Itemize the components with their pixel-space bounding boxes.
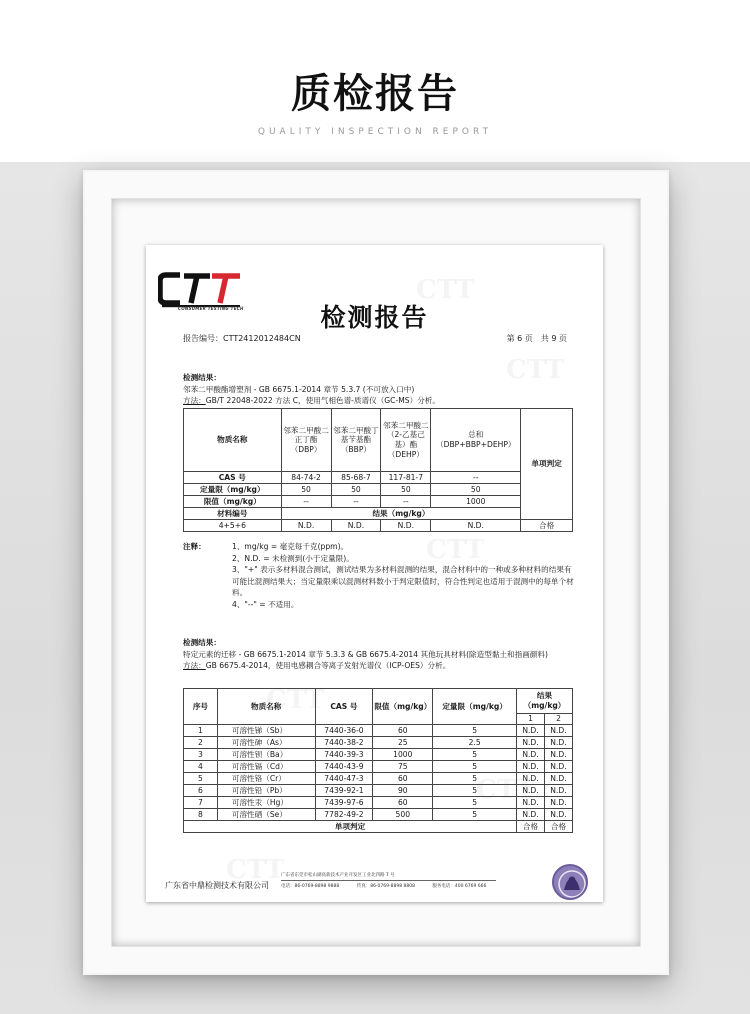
cell: 50 (431, 484, 521, 496)
cell-loq: 2.5 (433, 737, 517, 749)
note-item: 3、"+" 表示多材料混合测试，测试结果为多材料混测的结果，混合材料中的一种或多种材料的结果有可能比混测结果大；当定量限乘以混测材料数小于判定限值时，符合性判定也适用于混测中的每单个材料。 (232, 565, 574, 598)
cell: 84-74-2 (281, 472, 331, 484)
col-result-2: 2 (544, 714, 572, 725)
cell-no: 3 (184, 749, 218, 761)
cell-no: 6 (184, 785, 218, 797)
cell-name: 可溶性钡（Ba） (217, 749, 315, 761)
table-row (184, 725, 573, 737)
cell-no: 4 (184, 761, 218, 773)
cell-limit: 60 (373, 725, 433, 737)
cell-limit: 1000 (373, 749, 433, 761)
cell-r1: N.D. (517, 761, 545, 773)
section-heading: 检测结果： (183, 638, 221, 647)
logo-subtext: CONSUMER TESTING TECH (178, 306, 244, 311)
phthalate-table (183, 408, 573, 532)
cell-name: 可溶性锑（Sb） (217, 725, 315, 737)
cell-limit: 60 (373, 797, 433, 809)
col-loq: 定量限（mg/kg） (433, 689, 517, 725)
section-method: 方法：GB/T 22048-2022 方法 C，使用气相色谱-质谱仪（GC-MS）分析。 (183, 396, 440, 405)
company-address (281, 872, 486, 891)
section-heading: 检测结果： (183, 373, 221, 382)
material-label: 材料编号 (184, 508, 282, 520)
cell-loq: 5 (433, 725, 517, 737)
cell-no: 5 (184, 773, 218, 785)
cell: -- (331, 496, 381, 508)
report-number: 报告编号：CTT2412012484CN (183, 334, 301, 343)
notes-label: 注释： (183, 542, 206, 551)
cell-loq: 5 (433, 809, 517, 821)
table-row (184, 749, 573, 761)
cell-no: 8 (184, 809, 218, 821)
table-row (184, 809, 573, 821)
section-test-item: 邻苯二甲酸酯增塑剂 - GB 6675.1-2014 章节 5.3.7 (不可放入口中) (183, 384, 415, 394)
col-limit: 限值（mg/kg） (373, 689, 433, 725)
phone-text: 电话：86-0769-8898 9888 (281, 884, 340, 889)
cell-limit: 500 (373, 809, 433, 821)
col-substance: 物质名称 (184, 409, 282, 472)
cell: 117-81-7 (381, 472, 431, 484)
note-item: 1、mg/kg = 毫克每千克(ppm)。 (232, 542, 349, 551)
note-item: 4、"--" = 不适用。 (232, 599, 299, 609)
cell-r2: N.D. (544, 773, 572, 785)
cell: 50 (381, 484, 431, 496)
col-dehp: 邻苯二甲酸二（2-乙基己基）酯（DEHP） (381, 409, 431, 472)
cell: -- (281, 496, 331, 508)
cell-loq: 5 (433, 761, 517, 773)
section-2-header (183, 637, 575, 672)
col-cas: CAS 号 (315, 689, 373, 725)
cell-cas: 7440-38-2 (315, 737, 373, 749)
cell-r2: N.D. (544, 809, 572, 821)
col-result-1: 1 (517, 714, 545, 725)
cell-r2: N.D. (544, 785, 572, 797)
cell: N.D. (381, 520, 431, 532)
cell-r1: N.D. (517, 797, 545, 809)
cell-loq: 5 (433, 797, 517, 809)
cell-r1: N.D. (517, 737, 545, 749)
cell-r1: N.D. (517, 773, 545, 785)
cell-name: 可溶性汞（Hg） (217, 797, 315, 809)
cell-loq: 5 (433, 785, 517, 797)
section-1-header (183, 372, 575, 407)
table-row (184, 737, 573, 749)
col-sum: 总和（DBP+BBP+DEHP） (431, 409, 521, 472)
cell-cas: 7440-47-3 (315, 773, 373, 785)
cell: N.D. (431, 520, 521, 532)
cell-cas: 7439-97-6 (315, 797, 373, 809)
cell-cas: 7440-39-3 (315, 749, 373, 761)
page-title: 质检报告 (291, 71, 459, 117)
cell: 50 (281, 484, 331, 496)
cell-r2: N.D. (544, 725, 572, 737)
table-row (184, 785, 573, 797)
cell-name: 可溶性砷（As） (217, 737, 315, 749)
elements-table (183, 688, 573, 833)
col-result: 结果（mg/kg） (517, 689, 573, 714)
page-indicator: 第 6 页 共 9 页 (506, 334, 567, 343)
cell-r1: N.D. (517, 725, 545, 737)
result-label: 结果（mg/kg） (281, 508, 521, 520)
judgement-label: 单项判定 (184, 821, 517, 833)
col-no: 序号 (184, 689, 218, 725)
cell-name: 可溶性镉（Cd） (217, 761, 315, 773)
page-subtitle: QUALITY INSPECTION REPORT (257, 127, 493, 137)
cell-loq: 5 (433, 749, 517, 761)
note-item: 2、N.D. = 未检测到(小于定量限)。 (232, 553, 354, 563)
report-title: 检测报告 (320, 303, 429, 332)
col-dbp: 邻苯二甲酸二正丁酯（DBP） (281, 409, 331, 472)
cell-r1: N.D. (517, 809, 545, 821)
cell-limit: 25 (373, 737, 433, 749)
cell: N.D. (331, 520, 381, 532)
limit-label: 限值（mg/kg） (184, 496, 282, 508)
judgement-value: 合格 (517, 821, 545, 833)
cell-limit: 90 (373, 785, 433, 797)
fax-text: 传真：86-0769-8898 8808 (356, 884, 415, 889)
section-method: 方法：GB 6675.4-2014，使用电感耦合等离子发射光谱仪（ICP-OES）分析。 (183, 661, 451, 670)
cell-limit: 60 (373, 773, 433, 785)
report-document (146, 245, 603, 902)
cell-no: 2 (184, 737, 218, 749)
cell-r1: N.D. (517, 785, 545, 797)
cell: -- (381, 496, 431, 508)
judgement-value: 合格 (544, 821, 572, 833)
cell-no: 7 (184, 797, 218, 809)
col-bbp: 邻苯二甲酸丁基苄基酯（BBP） (331, 409, 381, 472)
cell-r2: N.D. (544, 761, 572, 773)
notes-block (183, 541, 575, 611)
address-text: 广东省东莞市松山湖高新技术产业开发区工业北四路 7 号 (281, 873, 395, 878)
cell-r1: N.D. (517, 749, 545, 761)
col-name: 物质名称 (217, 689, 315, 725)
cell-cas: 7782-49-2 (315, 809, 373, 821)
cell-cas: 7440-43-9 (315, 761, 373, 773)
col-judgement: 单项判定 (521, 409, 573, 520)
cell-name: 可溶性铅（Pb） (217, 785, 315, 797)
service-text: 服务电话：400 6769 666 (432, 884, 487, 889)
table-row (184, 761, 573, 773)
cell: 1000 (431, 496, 521, 508)
cell-r2: N.D. (544, 737, 572, 749)
cell-r2: N.D. (544, 797, 572, 809)
cell: N.D. (281, 520, 331, 532)
cell-no: 1 (184, 725, 218, 737)
footer-divider (281, 880, 496, 881)
table-row (184, 797, 573, 809)
section-test-item: 特定元素的迁移 - GB 6675.1-2014 章节 5.3.3 & GB 6675.4-2014 其他玩具材料(除造型黏土和指画颜料) (183, 649, 548, 659)
cell: 50 (331, 484, 381, 496)
cell: 85-68-7 (331, 472, 381, 484)
picture-frame (83, 170, 669, 975)
cell-r2: N.D. (544, 749, 572, 761)
cell-name: 可溶性铬（Cr） (217, 773, 315, 785)
material-id: 4+5+6 (184, 520, 282, 532)
cell-cas: 7439-92-1 (315, 785, 373, 797)
cell-loq: 5 (433, 773, 517, 785)
judgement-value: 合格 (521, 520, 573, 532)
cell-name: 可溶性硒（Se） (217, 809, 315, 821)
cas-label: CAS 号 (184, 472, 282, 484)
company-name: 广东省中鼎检测技术有限公司 (165, 881, 269, 890)
cell-cas: 7440-36-0 (315, 725, 373, 737)
table-row (184, 773, 573, 785)
cell: -- (431, 472, 521, 484)
cell-limit: 75 (373, 761, 433, 773)
seal-icon (554, 866, 588, 900)
loq-label: 定量限（mg/kg） (184, 484, 282, 496)
certification-seal (552, 864, 588, 900)
